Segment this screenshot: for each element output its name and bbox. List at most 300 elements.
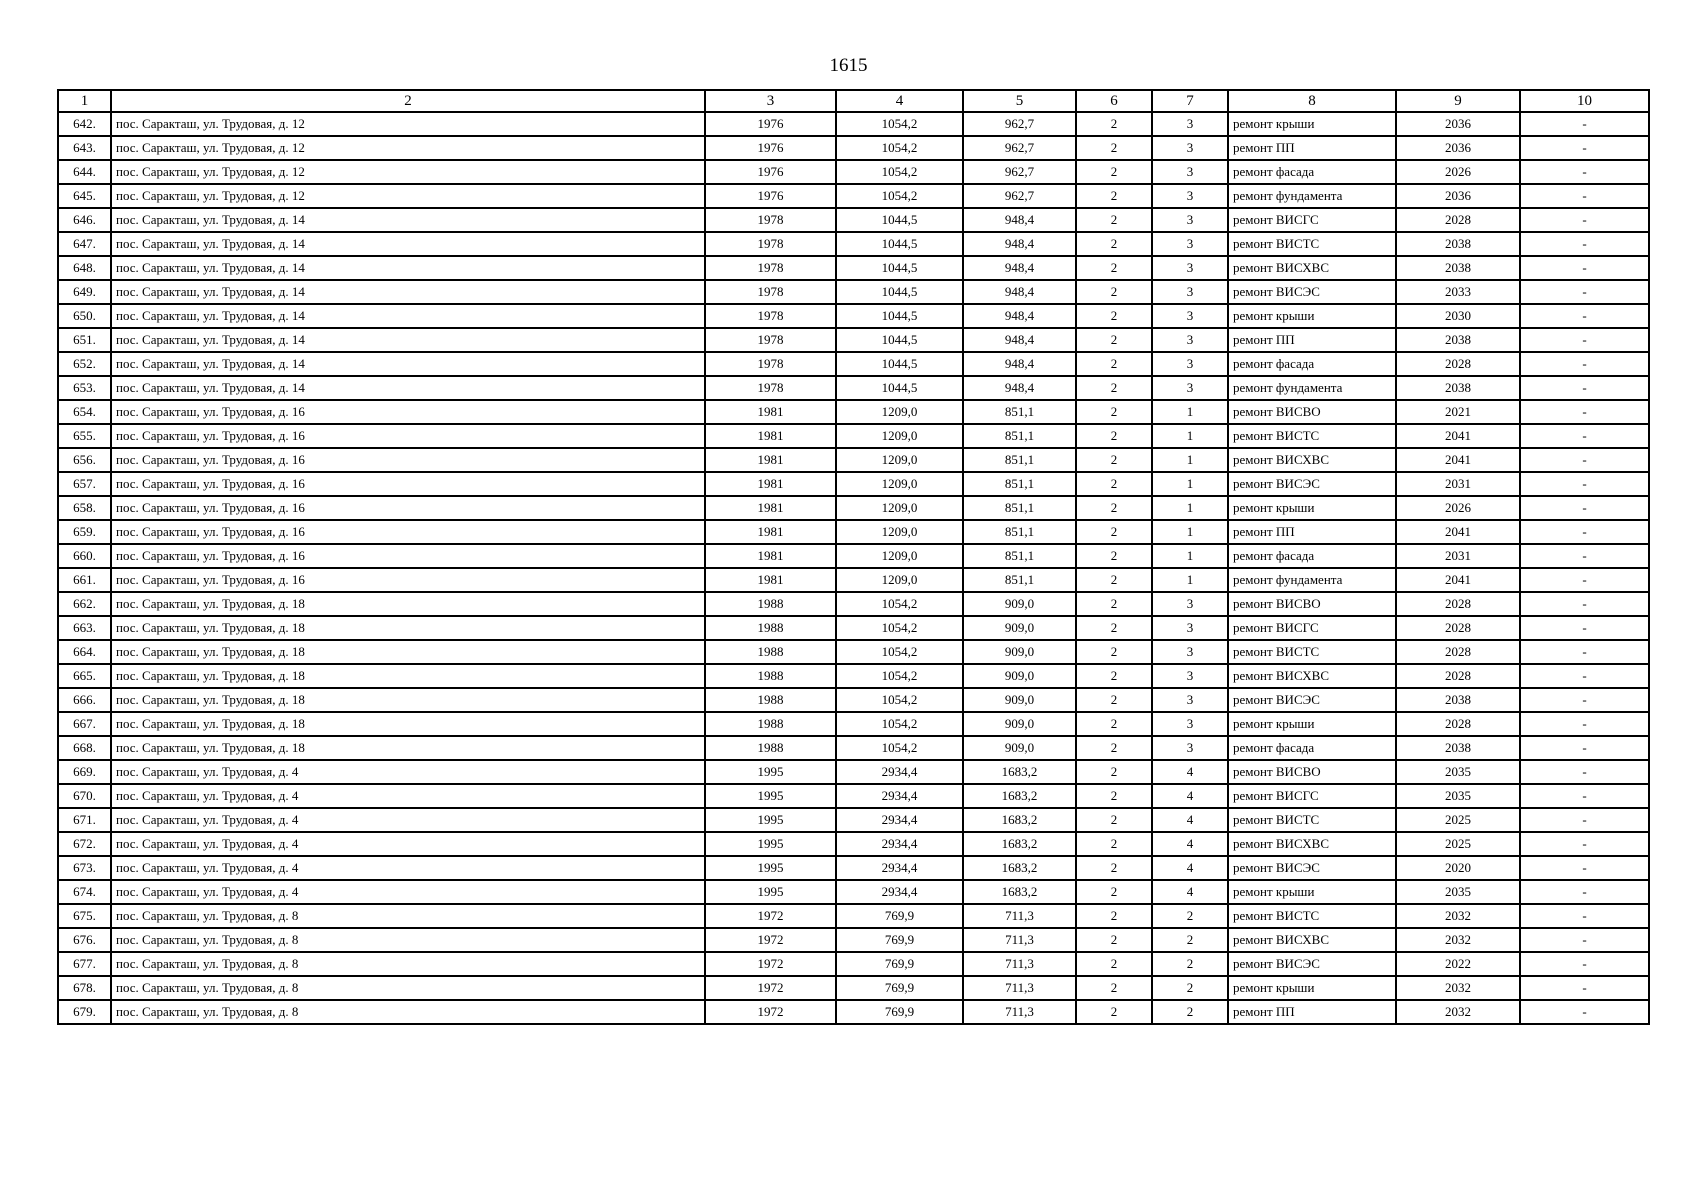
table-row [58,760,1649,784]
cell-notes: - [1520,280,1649,304]
cell-entrances: 3 [1152,640,1228,664]
cell-address: пос. Саракташ, ул. Трудовая, д. 8 [111,976,705,1000]
cell-year-built: 1972 [705,904,836,928]
cell-total-area: 1209,0 [836,520,963,544]
cell-row-number: 672. [58,832,111,856]
cell-address: пос. Саракташ, ул. Трудовая, д. 16 [111,424,705,448]
cell-address: пос. Саракташ, ул. Трудовая, д. 14 [111,280,705,304]
cell-year-built: 1981 [705,544,836,568]
cell-work-type: ремонт ВИСВО [1228,400,1396,424]
cell-row-number: 664. [58,640,111,664]
cell-entrances: 3 [1152,160,1228,184]
cell-work-type: ремонт ВИСГС [1228,616,1396,640]
cell-address: пос. Саракташ, ул. Трудовая, д. 16 [111,544,705,568]
cell-row-number: 670. [58,784,111,808]
cell-planned-year: 2026 [1396,160,1520,184]
cell-notes: - [1520,424,1649,448]
cell-total-area: 1044,5 [836,328,963,352]
cell-floors: 2 [1076,928,1152,952]
cell-entrances: 3 [1152,208,1228,232]
cell-address: пос. Саракташ, ул. Трудовая, д. 4 [111,784,705,808]
cell-year-built: 1981 [705,496,836,520]
cell-notes: - [1520,760,1649,784]
cell-work-type: ремонт ВИСВО [1228,592,1396,616]
cell-row-number: 663. [58,616,111,640]
cell-entrances: 3 [1152,712,1228,736]
cell-row-number: 659. [58,520,111,544]
cell-notes: - [1520,256,1649,280]
cell-row-number: 654. [58,400,111,424]
cell-notes: - [1520,208,1649,232]
cell-address: пос. Саракташ, ул. Трудовая, д. 16 [111,400,705,424]
cell-year-built: 1981 [705,520,836,544]
cell-row-number: 678. [58,976,111,1000]
cell-notes: - [1520,832,1649,856]
table-row [58,472,1649,496]
cell-living-area: 948,4 [963,280,1076,304]
cell-floors: 2 [1076,424,1152,448]
cell-address: пос. Саракташ, ул. Трудовая, д. 14 [111,208,705,232]
cell-living-area: 1683,2 [963,784,1076,808]
cell-notes: - [1520,232,1649,256]
cell-total-area: 1054,2 [836,736,963,760]
cell-row-number: 645. [58,184,111,208]
cell-planned-year: 2036 [1396,112,1520,136]
cell-total-area: 1054,2 [836,616,963,640]
cell-entrances: 3 [1152,256,1228,280]
table-row [58,352,1649,376]
cell-work-type: ремонт ВИСХВС [1228,664,1396,688]
cell-floors: 2 [1076,664,1152,688]
cell-planned-year: 2031 [1396,544,1520,568]
cell-total-area: 1054,2 [836,712,963,736]
column-header-living-area: 5 [963,90,1076,112]
cell-floors: 2 [1076,904,1152,928]
cell-work-type: ремонт крыши [1228,712,1396,736]
cell-floors: 2 [1076,256,1152,280]
cell-address: пос. Саракташ, ул. Трудовая, д. 4 [111,808,705,832]
cell-address: пос. Саракташ, ул. Трудовая, д. 14 [111,256,705,280]
table-row [58,520,1649,544]
cell-total-area: 769,9 [836,952,963,976]
cell-living-area: 948,4 [963,328,1076,352]
cell-row-number: 665. [58,664,111,688]
cell-total-area: 1044,5 [836,280,963,304]
cell-row-number: 667. [58,712,111,736]
cell-year-built: 1988 [705,712,836,736]
cell-floors: 2 [1076,304,1152,328]
table-row [58,256,1649,280]
cell-work-type: ремонт ВИСВО [1228,760,1396,784]
cell-living-area: 962,7 [963,112,1076,136]
cell-work-type: ремонт ВИСТС [1228,232,1396,256]
cell-floors: 2 [1076,856,1152,880]
cell-living-area: 1683,2 [963,856,1076,880]
cell-address: пос. Саракташ, ул. Трудовая, д. 14 [111,376,705,400]
cell-entrances: 1 [1152,448,1228,472]
cell-row-number: 647. [58,232,111,256]
cell-total-area: 1209,0 [836,544,963,568]
cell-planned-year: 2036 [1396,136,1520,160]
cell-total-area: 769,9 [836,1000,963,1024]
cell-row-number: 650. [58,304,111,328]
cell-row-number: 649. [58,280,111,304]
cell-year-built: 1978 [705,304,836,328]
cell-entrances: 3 [1152,136,1228,160]
cell-row-number: 658. [58,496,111,520]
cell-planned-year: 2036 [1396,184,1520,208]
cell-planned-year: 2041 [1396,568,1520,592]
cell-address: пос. Саракташ, ул. Трудовая, д. 8 [111,1000,705,1024]
cell-address: пос. Саракташ, ул. Трудовая, д. 8 [111,928,705,952]
cell-entrances: 2 [1152,952,1228,976]
cell-entrances: 4 [1152,880,1228,904]
cell-work-type: ремонт ВИСТС [1228,904,1396,928]
cell-year-built: 1981 [705,472,836,496]
cell-total-area: 1054,2 [836,592,963,616]
cell-year-built: 1995 [705,808,836,832]
cell-address: пос. Саракташ, ул. Трудовая, д. 16 [111,496,705,520]
cell-year-built: 1972 [705,976,836,1000]
cell-floors: 2 [1076,448,1152,472]
repair-schedule-table [57,89,1650,1025]
cell-living-area: 909,0 [963,640,1076,664]
cell-entrances: 3 [1152,232,1228,256]
table-row [58,400,1649,424]
cell-total-area: 1044,5 [836,352,963,376]
cell-work-type: ремонт ВИСГС [1228,208,1396,232]
cell-planned-year: 2020 [1396,856,1520,880]
cell-work-type: ремонт ВИСЭС [1228,952,1396,976]
cell-living-area: 851,1 [963,496,1076,520]
cell-work-type: ремонт ПП [1228,136,1396,160]
cell-living-area: 948,4 [963,208,1076,232]
table-row [58,904,1649,928]
cell-work-type: ремонт крыши [1228,112,1396,136]
cell-notes: - [1520,112,1649,136]
cell-planned-year: 2035 [1396,880,1520,904]
cell-row-number: 673. [58,856,111,880]
cell-entrances: 3 [1152,376,1228,400]
cell-planned-year: 2038 [1396,328,1520,352]
cell-notes: - [1520,328,1649,352]
cell-notes: - [1520,472,1649,496]
cell-entrances: 4 [1152,760,1228,784]
table-row [58,112,1649,136]
table-row [58,568,1649,592]
cell-entrances: 1 [1152,472,1228,496]
cell-row-number: 669. [58,760,111,784]
table-row [58,784,1649,808]
cell-work-type: ремонт крыши [1228,304,1396,328]
table-row [58,424,1649,448]
cell-floors: 2 [1076,952,1152,976]
cell-living-area: 851,1 [963,544,1076,568]
cell-total-area: 769,9 [836,928,963,952]
cell-living-area: 851,1 [963,472,1076,496]
cell-work-type: ремонт ВИСХВС [1228,928,1396,952]
cell-notes: - [1520,160,1649,184]
cell-address: пос. Саракташ, ул. Трудовая, д. 8 [111,904,705,928]
cell-work-type: ремонт фасада [1228,352,1396,376]
cell-planned-year: 2022 [1396,952,1520,976]
cell-floors: 2 [1076,136,1152,160]
cell-notes: - [1520,952,1649,976]
column-number-header-row [58,90,1649,112]
cell-planned-year: 2033 [1396,280,1520,304]
cell-floors: 2 [1076,832,1152,856]
cell-planned-year: 2041 [1396,448,1520,472]
cell-row-number: 644. [58,160,111,184]
cell-year-built: 1978 [705,208,836,232]
column-header-address: 2 [111,90,705,112]
cell-address: пос. Саракташ, ул. Трудовая, д. 16 [111,448,705,472]
cell-year-built: 1978 [705,328,836,352]
cell-notes: - [1520,448,1649,472]
cell-entrances: 3 [1152,352,1228,376]
table-row [58,688,1649,712]
cell-planned-year: 2038 [1396,376,1520,400]
cell-total-area: 1054,2 [836,184,963,208]
cell-living-area: 948,4 [963,232,1076,256]
cell-total-area: 1209,0 [836,472,963,496]
cell-living-area: 851,1 [963,400,1076,424]
cell-address: пос. Саракташ, ул. Трудовая, д. 18 [111,592,705,616]
cell-living-area: 909,0 [963,664,1076,688]
cell-work-type: ремонт ВИСЭС [1228,688,1396,712]
cell-floors: 2 [1076,400,1152,424]
cell-year-built: 1978 [705,232,836,256]
cell-address: пос. Саракташ, ул. Трудовая, д. 14 [111,328,705,352]
cell-living-area: 948,4 [963,304,1076,328]
cell-floors: 2 [1076,760,1152,784]
cell-row-number: 642. [58,112,111,136]
cell-planned-year: 2032 [1396,976,1520,1000]
column-header-year-built: 3 [705,90,836,112]
cell-planned-year: 2038 [1396,688,1520,712]
cell-planned-year: 2035 [1396,760,1520,784]
cell-row-number: 655. [58,424,111,448]
cell-year-built: 1995 [705,880,836,904]
cell-living-area: 962,7 [963,160,1076,184]
cell-entrances: 1 [1152,568,1228,592]
cell-address: пос. Саракташ, ул. Трудовая, д. 18 [111,736,705,760]
cell-notes: - [1520,376,1649,400]
cell-floors: 2 [1076,352,1152,376]
cell-floors: 2 [1076,472,1152,496]
cell-total-area: 1054,2 [836,160,963,184]
cell-work-type: ремонт ПП [1228,520,1396,544]
cell-living-area: 1683,2 [963,832,1076,856]
cell-living-area: 711,3 [963,904,1076,928]
cell-work-type: ремонт крыши [1228,976,1396,1000]
cell-row-number: 671. [58,808,111,832]
cell-planned-year: 2032 [1396,904,1520,928]
cell-total-area: 769,9 [836,976,963,1000]
cell-planned-year: 2028 [1396,664,1520,688]
cell-year-built: 1988 [705,592,836,616]
cell-work-type: ремонт ВИСТС [1228,640,1396,664]
cell-work-type: ремонт фасада [1228,160,1396,184]
cell-address: пос. Саракташ, ул. Трудовая, д. 18 [111,616,705,640]
cell-row-number: 651. [58,328,111,352]
table-row [58,496,1649,520]
table-row [58,544,1649,568]
cell-total-area: 2934,4 [836,856,963,880]
cell-work-type: ремонт ВИСГС [1228,784,1396,808]
cell-planned-year: 2028 [1396,208,1520,232]
cell-notes: - [1520,1000,1649,1024]
cell-notes: - [1520,592,1649,616]
cell-year-built: 1978 [705,352,836,376]
cell-work-type: ремонт крыши [1228,496,1396,520]
table-row [58,448,1649,472]
cell-floors: 2 [1076,376,1152,400]
cell-address: пос. Саракташ, ул. Трудовая, д. 16 [111,520,705,544]
cell-year-built: 1995 [705,856,836,880]
cell-entrances: 3 [1152,112,1228,136]
table-row [58,808,1649,832]
cell-address: пос. Саракташ, ул. Трудовая, д. 4 [111,832,705,856]
cell-living-area: 962,7 [963,136,1076,160]
column-header-floors: 6 [1076,90,1152,112]
cell-row-number: 646. [58,208,111,232]
cell-total-area: 1054,2 [836,640,963,664]
cell-notes: - [1520,784,1649,808]
cell-entrances: 4 [1152,808,1228,832]
cell-notes: - [1520,688,1649,712]
cell-living-area: 851,1 [963,448,1076,472]
cell-address: пос. Саракташ, ул. Трудовая, д. 8 [111,952,705,976]
cell-notes: - [1520,568,1649,592]
cell-row-number: 676. [58,928,111,952]
cell-total-area: 1044,5 [836,376,963,400]
cell-floors: 2 [1076,976,1152,1000]
cell-entrances: 2 [1152,928,1228,952]
cell-planned-year: 2038 [1396,256,1520,280]
cell-address: пос. Саракташ, ул. Трудовая, д. 14 [111,304,705,328]
cell-living-area: 1683,2 [963,880,1076,904]
cell-living-area: 909,0 [963,592,1076,616]
table-row [58,184,1649,208]
cell-living-area: 948,4 [963,376,1076,400]
cell-row-number: 668. [58,736,111,760]
cell-floors: 2 [1076,880,1152,904]
cell-address: пос. Саракташ, ул. Трудовая, д. 4 [111,760,705,784]
cell-floors: 2 [1076,1000,1152,1024]
cell-work-type: ремонт фасада [1228,544,1396,568]
cell-planned-year: 2032 [1396,1000,1520,1024]
table-row [58,160,1649,184]
cell-living-area: 909,0 [963,736,1076,760]
cell-entrances: 1 [1152,520,1228,544]
cell-notes: - [1520,928,1649,952]
cell-year-built: 1972 [705,1000,836,1024]
cell-work-type: ремонт фундамента [1228,184,1396,208]
cell-notes: - [1520,184,1649,208]
table-row [58,592,1649,616]
cell-notes: - [1520,664,1649,688]
cell-work-type: ремонт ВИСТС [1228,424,1396,448]
cell-row-number: 648. [58,256,111,280]
cell-living-area: 711,3 [963,976,1076,1000]
table-row [58,664,1649,688]
cell-year-built: 1972 [705,952,836,976]
cell-floors: 2 [1076,280,1152,304]
cell-planned-year: 2025 [1396,808,1520,832]
cell-row-number: 679. [58,1000,111,1024]
cell-year-built: 1981 [705,568,836,592]
cell-floors: 2 [1076,232,1152,256]
cell-notes: - [1520,904,1649,928]
cell-address: пос. Саракташ, ул. Трудовая, д. 4 [111,880,705,904]
cell-living-area: 851,1 [963,520,1076,544]
column-header-row-number: 1 [58,90,111,112]
cell-address: пос. Саракташ, ул. Трудовая, д. 12 [111,160,705,184]
cell-floors: 2 [1076,712,1152,736]
cell-living-area: 711,3 [963,1000,1076,1024]
cell-year-built: 1981 [705,448,836,472]
cell-row-number: 674. [58,880,111,904]
cell-entrances: 2 [1152,904,1228,928]
column-header-work-type: 8 [1228,90,1396,112]
cell-address: пос. Саракташ, ул. Трудовая, д. 16 [111,568,705,592]
cell-floors: 2 [1076,784,1152,808]
cell-planned-year: 2028 [1396,712,1520,736]
cell-living-area: 1683,2 [963,808,1076,832]
table-body [58,112,1649,1024]
cell-floors: 2 [1076,544,1152,568]
cell-total-area: 1054,2 [836,664,963,688]
cell-year-built: 1976 [705,136,836,160]
cell-notes: - [1520,352,1649,376]
cell-planned-year: 2038 [1396,232,1520,256]
column-header-entrances: 7 [1152,90,1228,112]
cell-planned-year: 2031 [1396,472,1520,496]
cell-year-built: 1978 [705,280,836,304]
cell-total-area: 1044,5 [836,304,963,328]
cell-work-type: ремонт фасада [1228,736,1396,760]
table-row [58,616,1649,640]
cell-year-built: 1981 [705,424,836,448]
cell-planned-year: 2028 [1396,352,1520,376]
cell-entrances: 4 [1152,784,1228,808]
table-row [58,232,1649,256]
cell-address: пос. Саракташ, ул. Трудовая, д. 12 [111,184,705,208]
cell-notes: - [1520,616,1649,640]
cell-total-area: 2934,4 [836,784,963,808]
cell-notes: - [1520,880,1649,904]
cell-total-area: 1209,0 [836,448,963,472]
cell-notes: - [1520,496,1649,520]
cell-address: пос. Саракташ, ул. Трудовая, д. 12 [111,136,705,160]
table-row [58,712,1649,736]
cell-address: пос. Саракташ, ул. Трудовая, д. 18 [111,688,705,712]
cell-notes: - [1520,640,1649,664]
cell-floors: 2 [1076,496,1152,520]
table-row [58,856,1649,880]
cell-work-type: ремонт крыши [1228,880,1396,904]
cell-work-type: ремонт фундамента [1228,568,1396,592]
table-row [58,280,1649,304]
cell-planned-year: 2021 [1396,400,1520,424]
table-row [58,952,1649,976]
cell-work-type: ремонт фундамента [1228,376,1396,400]
cell-planned-year: 2028 [1396,592,1520,616]
cell-work-type: ремонт ВИСХВС [1228,832,1396,856]
cell-planned-year: 2025 [1396,832,1520,856]
cell-work-type: ремонт ВИСЭС [1228,856,1396,880]
